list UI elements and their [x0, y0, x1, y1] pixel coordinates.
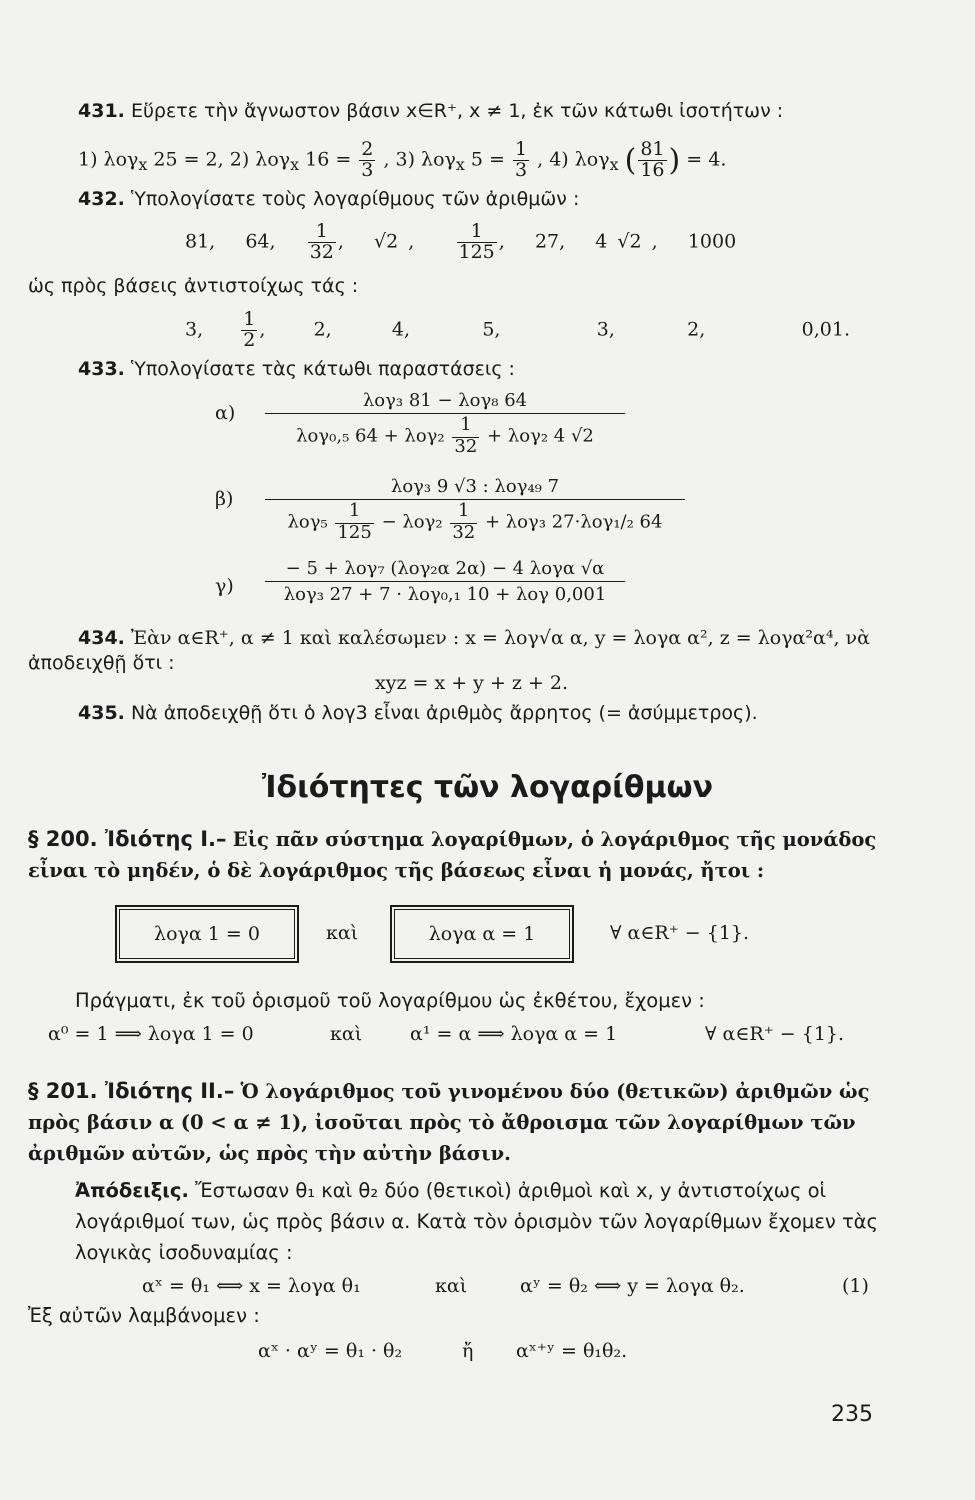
item-4: , 4) λογ — [537, 148, 610, 171]
base: 2, — [313, 318, 332, 341]
proof-title: Ἀπόδειξις. — [75, 1179, 189, 1202]
num: 64, — [245, 230, 276, 253]
paragraph-200 — [28, 824, 888, 886]
section-title: § 200. Ἰδιότης I.– — [28, 827, 227, 851]
numerator: λογ₃ 9 √3 : λογ₄₉ 7 — [265, 476, 685, 500]
num: 4 √2 , — [595, 230, 658, 253]
base: 5, — [482, 318, 501, 341]
numerator: − 5 + λογ₇ (λογ₂α 2α) − 4 λογα √α — [265, 558, 625, 582]
exercise-number: 432. — [78, 188, 125, 210]
exercise-text: Ὑπολογίσατε τοὺς λογαρίθμους τῶν ἀριθμῶν : — [130, 188, 580, 210]
comma: , — [259, 318, 266, 341]
num: 81, — [185, 230, 216, 253]
sub-x: x — [290, 155, 300, 175]
exercise-number: 434. — [78, 627, 125, 649]
item-2-val: 16 = — [305, 148, 352, 171]
proof-equation-1: α⁰ = 1 ⟹ λογα 1 = 0 — [48, 1023, 254, 1045]
exercise-432-bases — [185, 310, 850, 351]
domain-statement: ∀ α∈R⁺ − {1}. — [610, 922, 750, 944]
product-equation: αˣ · αʸ = θ₁ · θ₂ — [258, 1340, 403, 1362]
conjunction: καὶ — [435, 1275, 468, 1297]
base: 3, — [596, 318, 615, 341]
comma: , — [498, 230, 505, 253]
paragraph-201 — [28, 1076, 888, 1169]
item-2: 2) λογ — [229, 148, 291, 171]
base: 3, — [185, 318, 204, 341]
section-text: Εἰς πᾶν σύστημα λογαρίθμων, ὁ λογάριθμος τῆς μονάδος εἶναι τὸ μηδέν, ὁ δὲ λογάριθμος τῆς βάσεως εἶναι ἡ μονάς, ἤτοι : — [28, 828, 877, 882]
label-c: γ) — [215, 575, 234, 597]
item-1-val: 25 = 2, — [153, 148, 224, 171]
exercise-432 — [78, 188, 579, 210]
boxed-formula-1: λογα 1 = 0 — [115, 905, 299, 963]
fraction: $\frac{81}{16}$ — [640, 138, 665, 181]
item-1: 1) λογ — [78, 148, 139, 171]
page-number: 235 — [831, 1402, 873, 1427]
item-3-val: 5 = — [470, 148, 505, 171]
fraction: $\frac{1}{32}$ — [309, 220, 334, 263]
then-text: Ἐξ αὐτῶν λαμβάνομεν : — [28, 1304, 260, 1327]
proof-paragraph — [75, 1175, 885, 1268]
label-a: α) — [215, 402, 236, 424]
sum-exponent-equation: αˣ⁺ʸ = θ₁θ₂. — [516, 1340, 628, 1362]
exercise-431-items: 1) λογ$_x$ 25 = 2, 2) λογ$_x$ 16 = $\frac{2}{3}$ , 3) λογ$_x$ 5 = $\frac{1}{3}$ , 4) λογ$_x$ ( $\frac{81}{16}$ ) = 4. — [78, 138, 727, 181]
base: 0,01. — [801, 318, 850, 341]
item-4-val: = 4. — [686, 148, 727, 171]
exercise-432-numbers — [185, 222, 736, 263]
label-b: β) — [215, 488, 234, 510]
numerator: λογ₃ 81 − λογ₈ 64 — [265, 390, 625, 414]
exercise-434-cont: ἀποδειχθῇ ὅτι : — [28, 652, 175, 674]
boxed-formula-2: λογα α = 1 — [390, 905, 574, 963]
fraction: $\frac{1}{125}$ — [458, 220, 495, 263]
denominator: λογ₅ $\frac{1}{125}$ − λογ₂ $\frac{1}{32}$ + λογ₃ 27·λογ₁/₂ 64 — [287, 500, 663, 543]
conjunction: καὶ — [326, 922, 359, 944]
num: √2 , — [374, 230, 415, 253]
section-heading: Ἰδιότητες τῶν λογαρίθμων — [261, 770, 714, 805]
sub-x: x — [138, 155, 148, 175]
sub-x: x — [609, 155, 619, 175]
expression-b — [265, 476, 685, 543]
exercise-432-bases-label: ὡς πρὸς βάσεις ἀντιστοίχως τάς : — [28, 275, 359, 297]
conjunction: καὶ — [330, 1023, 363, 1045]
fraction: $\frac{2}{3}$ — [361, 138, 374, 181]
equivalence-1: αˣ = θ₁ ⟺ x = λογα θ₁ — [142, 1275, 361, 1297]
exercise-text: Εὕρετε τὴν ἄγνωστον βάσιν x∈R⁺, x ≠ 1, ἐκ τῶν κάτωθι ἰσοτήτων : — [130, 100, 784, 122]
proof-equation-2: α¹ = α ⟹ λογα α = 1 — [410, 1023, 618, 1045]
section-text: Ὁ λογάριθμος τοῦ γινομένου δύο (θετικῶν) ἀριθμῶν ὡς πρὸς βάσιν α (0 < α ≠ 1), ἰσοῦται πρὸς τὸ ἄθροισμα τῶν λογαρίθμων τῶν ἀριθμῶν αὐτῶν, ὡς πρὸς τὴν αὐτὴν βάσιν. — [28, 1080, 870, 1165]
denominator: λογ₀,₅ 64 + λογ₂ $\frac{1}{32}$ + λογ₂ 4 √2 — [296, 414, 594, 457]
exercise-text: Ὑπολογίσατε τὰς κάτωθι παραστάσεις : — [130, 358, 515, 380]
exercise-number: 435. — [78, 702, 125, 724]
exercise-number: 433. — [78, 358, 125, 380]
exercise-434 — [78, 627, 870, 649]
sub-x: x — [455, 155, 465, 175]
equation-number: (1) — [842, 1275, 869, 1297]
expression-a — [265, 390, 625, 457]
domain-statement: ∀ α∈R⁺ − {1}. — [705, 1023, 845, 1045]
proof-text: Πράγματι, ἐκ τοῦ ὁρισμοῦ τοῦ λογαρίθμου ὡς ἐκθέτου, ἔχομεν : — [75, 989, 705, 1012]
section-title: § 201. Ἰδιότης II.– — [28, 1079, 235, 1103]
exercise-433 — [78, 358, 515, 380]
exercise-435 — [78, 702, 758, 724]
conjunction-or: ἤ — [462, 1340, 474, 1362]
denominator: λογ₃ 27 + 7 · λογ₀,₁ 10 + λογ 0,001 — [283, 584, 607, 605]
base: 2, — [687, 318, 706, 341]
exercise-number: 431. — [78, 100, 125, 122]
item-3: , 3) λογ — [383, 148, 456, 171]
fraction: $\frac{1}{2}$ — [243, 308, 256, 351]
exercise-434-equation: xyz = x + y + z + 2. — [375, 672, 569, 694]
num: 1000 — [687, 230, 737, 253]
num: 27, — [534, 230, 566, 253]
exercise-text: Ἐὰν α∈R⁺, α ≠ 1 καὶ καλέσωμεν : x = λογ√α α, y = λογα α², z = λογα²α⁴, νὰ — [130, 627, 870, 649]
expression-c — [265, 558, 625, 605]
proof-text: Ἔστωσαν θ₁ καὶ θ₂ δύο (θετικοὶ) ἀριθμοὶ καὶ x, y ἀντιστοίχως οἱ λογάριθμοί των, ὡς πρὸς βάσιν α. Κατὰ τὸν ὁρισμὸν τῶν λογαρίθμων ἔχομεν τὰς λογικὰς ἰσοδυναμίας : — [75, 1179, 878, 1264]
comma: , — [337, 230, 344, 253]
equivalence-2: αʸ = θ₂ ⟺ y = λογα θ₂. — [520, 1275, 745, 1297]
fraction: $\frac{1}{3}$ — [515, 138, 528, 181]
exercise-text: Νὰ ἀποδειχθῇ ὅτι ὁ λογ3 εἶναι ἀριθμὸς ἄρρητος (= ἀσύμμετρος). — [130, 702, 758, 724]
base: 4, — [391, 318, 411, 341]
exercise-431 — [78, 100, 783, 122]
